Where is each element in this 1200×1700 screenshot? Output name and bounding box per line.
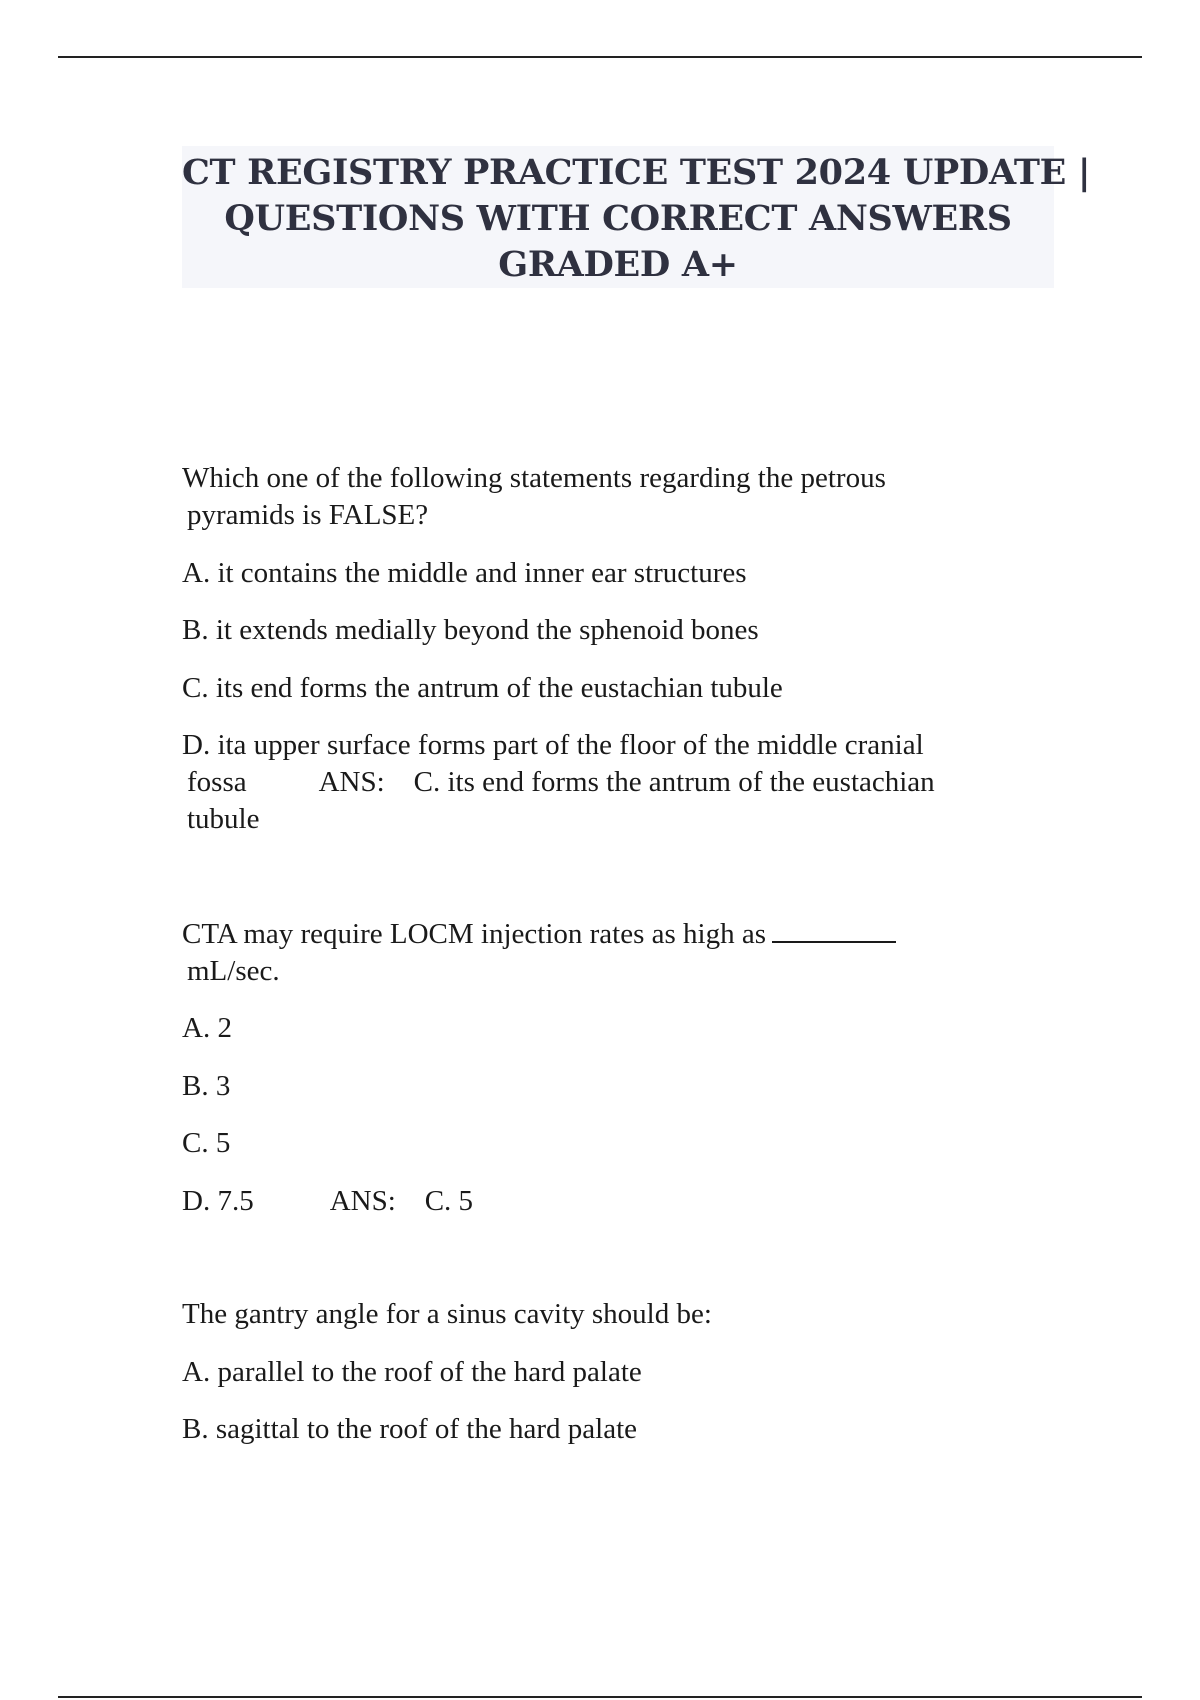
- question-1-option-d-line-1: D. ita upper surface forms part of the floor of the middle cranial: [182, 729, 924, 761]
- top-rule: [58, 56, 1142, 58]
- question-1-option-d: [182, 727, 1022, 838]
- question-2-option-b: B. 3: [182, 1070, 231, 1102]
- title-line-3: GRADED A+: [498, 244, 738, 285]
- question-1-answer: C. its end forms the antrum of the eustachian: [413, 766, 935, 798]
- question-2-option-a: A. 2: [182, 1012, 232, 1044]
- title-line-1: CT REGISTRY PRACTICE TEST 2024 UPDATE |: [182, 152, 1091, 193]
- bottom-rule: [58, 1696, 1142, 1698]
- title-line-2: QUESTIONS WITH CORRECT ANSWERS: [224, 198, 1012, 239]
- question-2-option-d: [182, 1183, 1022, 1220]
- question-3-stem: The gantry angle for a sinus cavity should be:: [182, 1298, 712, 1330]
- question-2-stem: [182, 916, 1022, 990]
- question-1-option-d-line-2: [182, 764, 1022, 801]
- question-3-option-b: B. sagittal to the roof of the hard palate: [182, 1413, 637, 1445]
- question-1-stem: [182, 460, 1022, 534]
- question-3-option-a: A. parallel to the roof of the hard palate: [182, 1356, 642, 1388]
- question-2-stem-line-1: [182, 916, 1022, 953]
- question-1-stem-line-1: Which one of the following statements regarding the petrous: [182, 462, 886, 494]
- answer-blank-line: [772, 917, 896, 943]
- question-2-answer: C. 5: [424, 1185, 474, 1217]
- document-title-box: [182, 146, 1091, 288]
- question-2-ans-label: ANS:: [329, 1185, 396, 1217]
- question-2-option-d-text: D. 7.5: [182, 1185, 254, 1217]
- question-1-answer-line-2: tubule: [187, 803, 260, 835]
- question-1-option-b: B. it extends medially beyond the sphenoid bones: [182, 614, 759, 646]
- question-1-stem-line-2: pyramids is FALSE?: [187, 499, 429, 531]
- question-2-stem-line-2: mL/sec.: [187, 955, 280, 987]
- question-1-option-c: C. its end forms the antrum of the eustachian tubule: [182, 672, 783, 704]
- question-1-option-a: A. it contains the middle and inner ear structures: [182, 557, 747, 589]
- question-2-stem-text: CTA may require LOCM injection rates as high as: [182, 918, 766, 950]
- question-1-option-d-continuation: fossa: [187, 766, 247, 798]
- question-2-option-c: C. 5: [182, 1127, 231, 1159]
- question-1-ans-label: ANS:: [318, 766, 385, 798]
